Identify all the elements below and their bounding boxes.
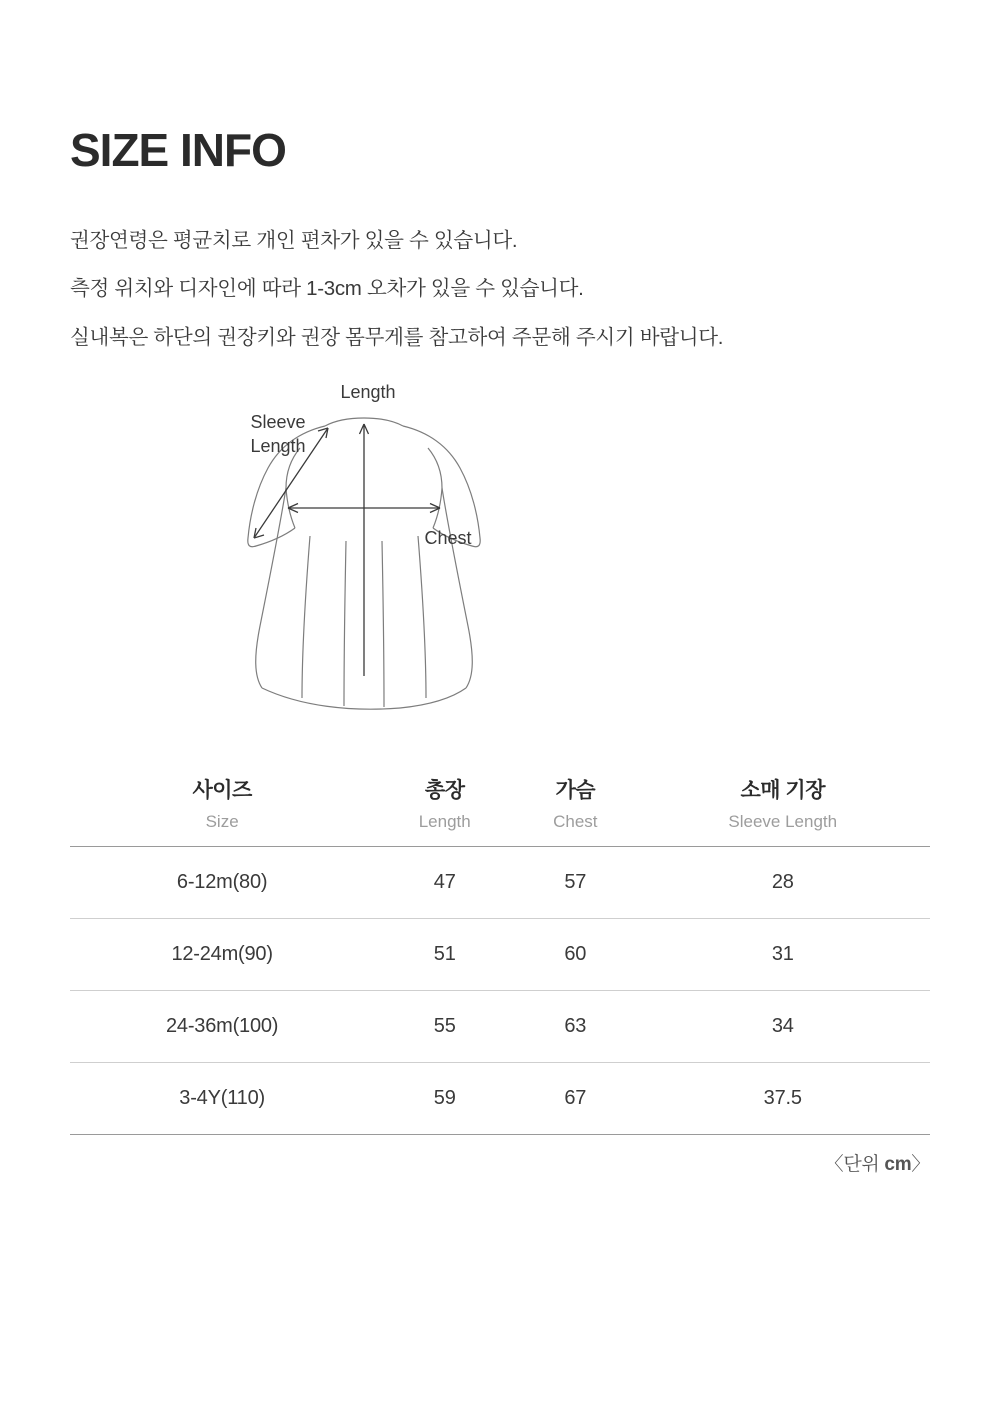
column-header-ko: 사이즈: [192, 779, 252, 803]
table-row: [70, 991, 930, 1063]
note-line: 측정 위치와 디자인에 따라 1-3cm 오차가 있을 수 있습니다.: [70, 277, 584, 301]
cell-size: 3-4Y(110): [70, 1063, 374, 1135]
notes-block: [70, 228, 930, 349]
cell-sleeve: 31: [635, 919, 930, 991]
cell-chest: 63: [515, 991, 635, 1063]
cell-chest: 67: [515, 1063, 635, 1135]
figure-label-length: Length: [340, 382, 396, 403]
column-header-chest: [515, 764, 635, 847]
dress-illustration-svg: [150, 376, 850, 726]
unit-prefix: 〈단위: [824, 1154, 885, 1176]
cell-size: 6-12m(80): [70, 847, 374, 919]
column-header-ko: 소매 기장: [740, 779, 825, 803]
cell-length: 55: [374, 991, 515, 1063]
figure-label-chest: Chest: [424, 528, 472, 549]
table-header-row: [70, 764, 930, 847]
unit-suffix: 〉: [911, 1154, 930, 1176]
cell-size: 12-24m(90): [70, 919, 374, 991]
unit-value: cm: [884, 1154, 912, 1176]
column-header-ko: 가슴: [555, 779, 596, 803]
column-header-length: [374, 764, 515, 847]
column-header-ko: 총장: [424, 779, 465, 803]
note-line: 권장연령은 평균치로 개인 편차가 있을 수 있습니다.: [70, 228, 518, 252]
column-header-en: Chest: [553, 812, 598, 832]
table-row: [70, 919, 930, 991]
unit-note: [70, 1149, 930, 1176]
page-title: SIZE INFO: [70, 124, 286, 176]
size-table: [70, 764, 930, 1135]
note-line: 실내복은 하단의 권장키와 권장 몸무게를 참고하여 주문해 주시기 바랍니다.: [70, 325, 724, 349]
cell-length: 59: [374, 1063, 515, 1135]
cell-sleeve: 28: [635, 847, 930, 919]
cell-length: 51: [374, 919, 515, 991]
cell-sleeve: 37.5: [635, 1063, 930, 1135]
table-row: [70, 1063, 930, 1135]
figure-label-sleeve-line2: Length: [250, 436, 306, 457]
figure-label-sleeve-line1: Sleeve: [250, 412, 306, 433]
cell-length: 47: [374, 847, 515, 919]
cell-size: 24-36m(100): [70, 991, 374, 1063]
column-header-en: Length: [418, 812, 471, 832]
column-header-size: [70, 764, 374, 847]
cell-chest: 57: [515, 847, 635, 919]
cell-sleeve: 34: [635, 991, 930, 1063]
column-header-en: Sleeve Length: [728, 812, 838, 832]
column-header-sleeve-length: [635, 764, 930, 847]
column-header-en: Size: [205, 812, 239, 832]
table-row: [70, 847, 930, 919]
cell-chest: 60: [515, 919, 635, 991]
garment-diagram: [70, 376, 930, 736]
